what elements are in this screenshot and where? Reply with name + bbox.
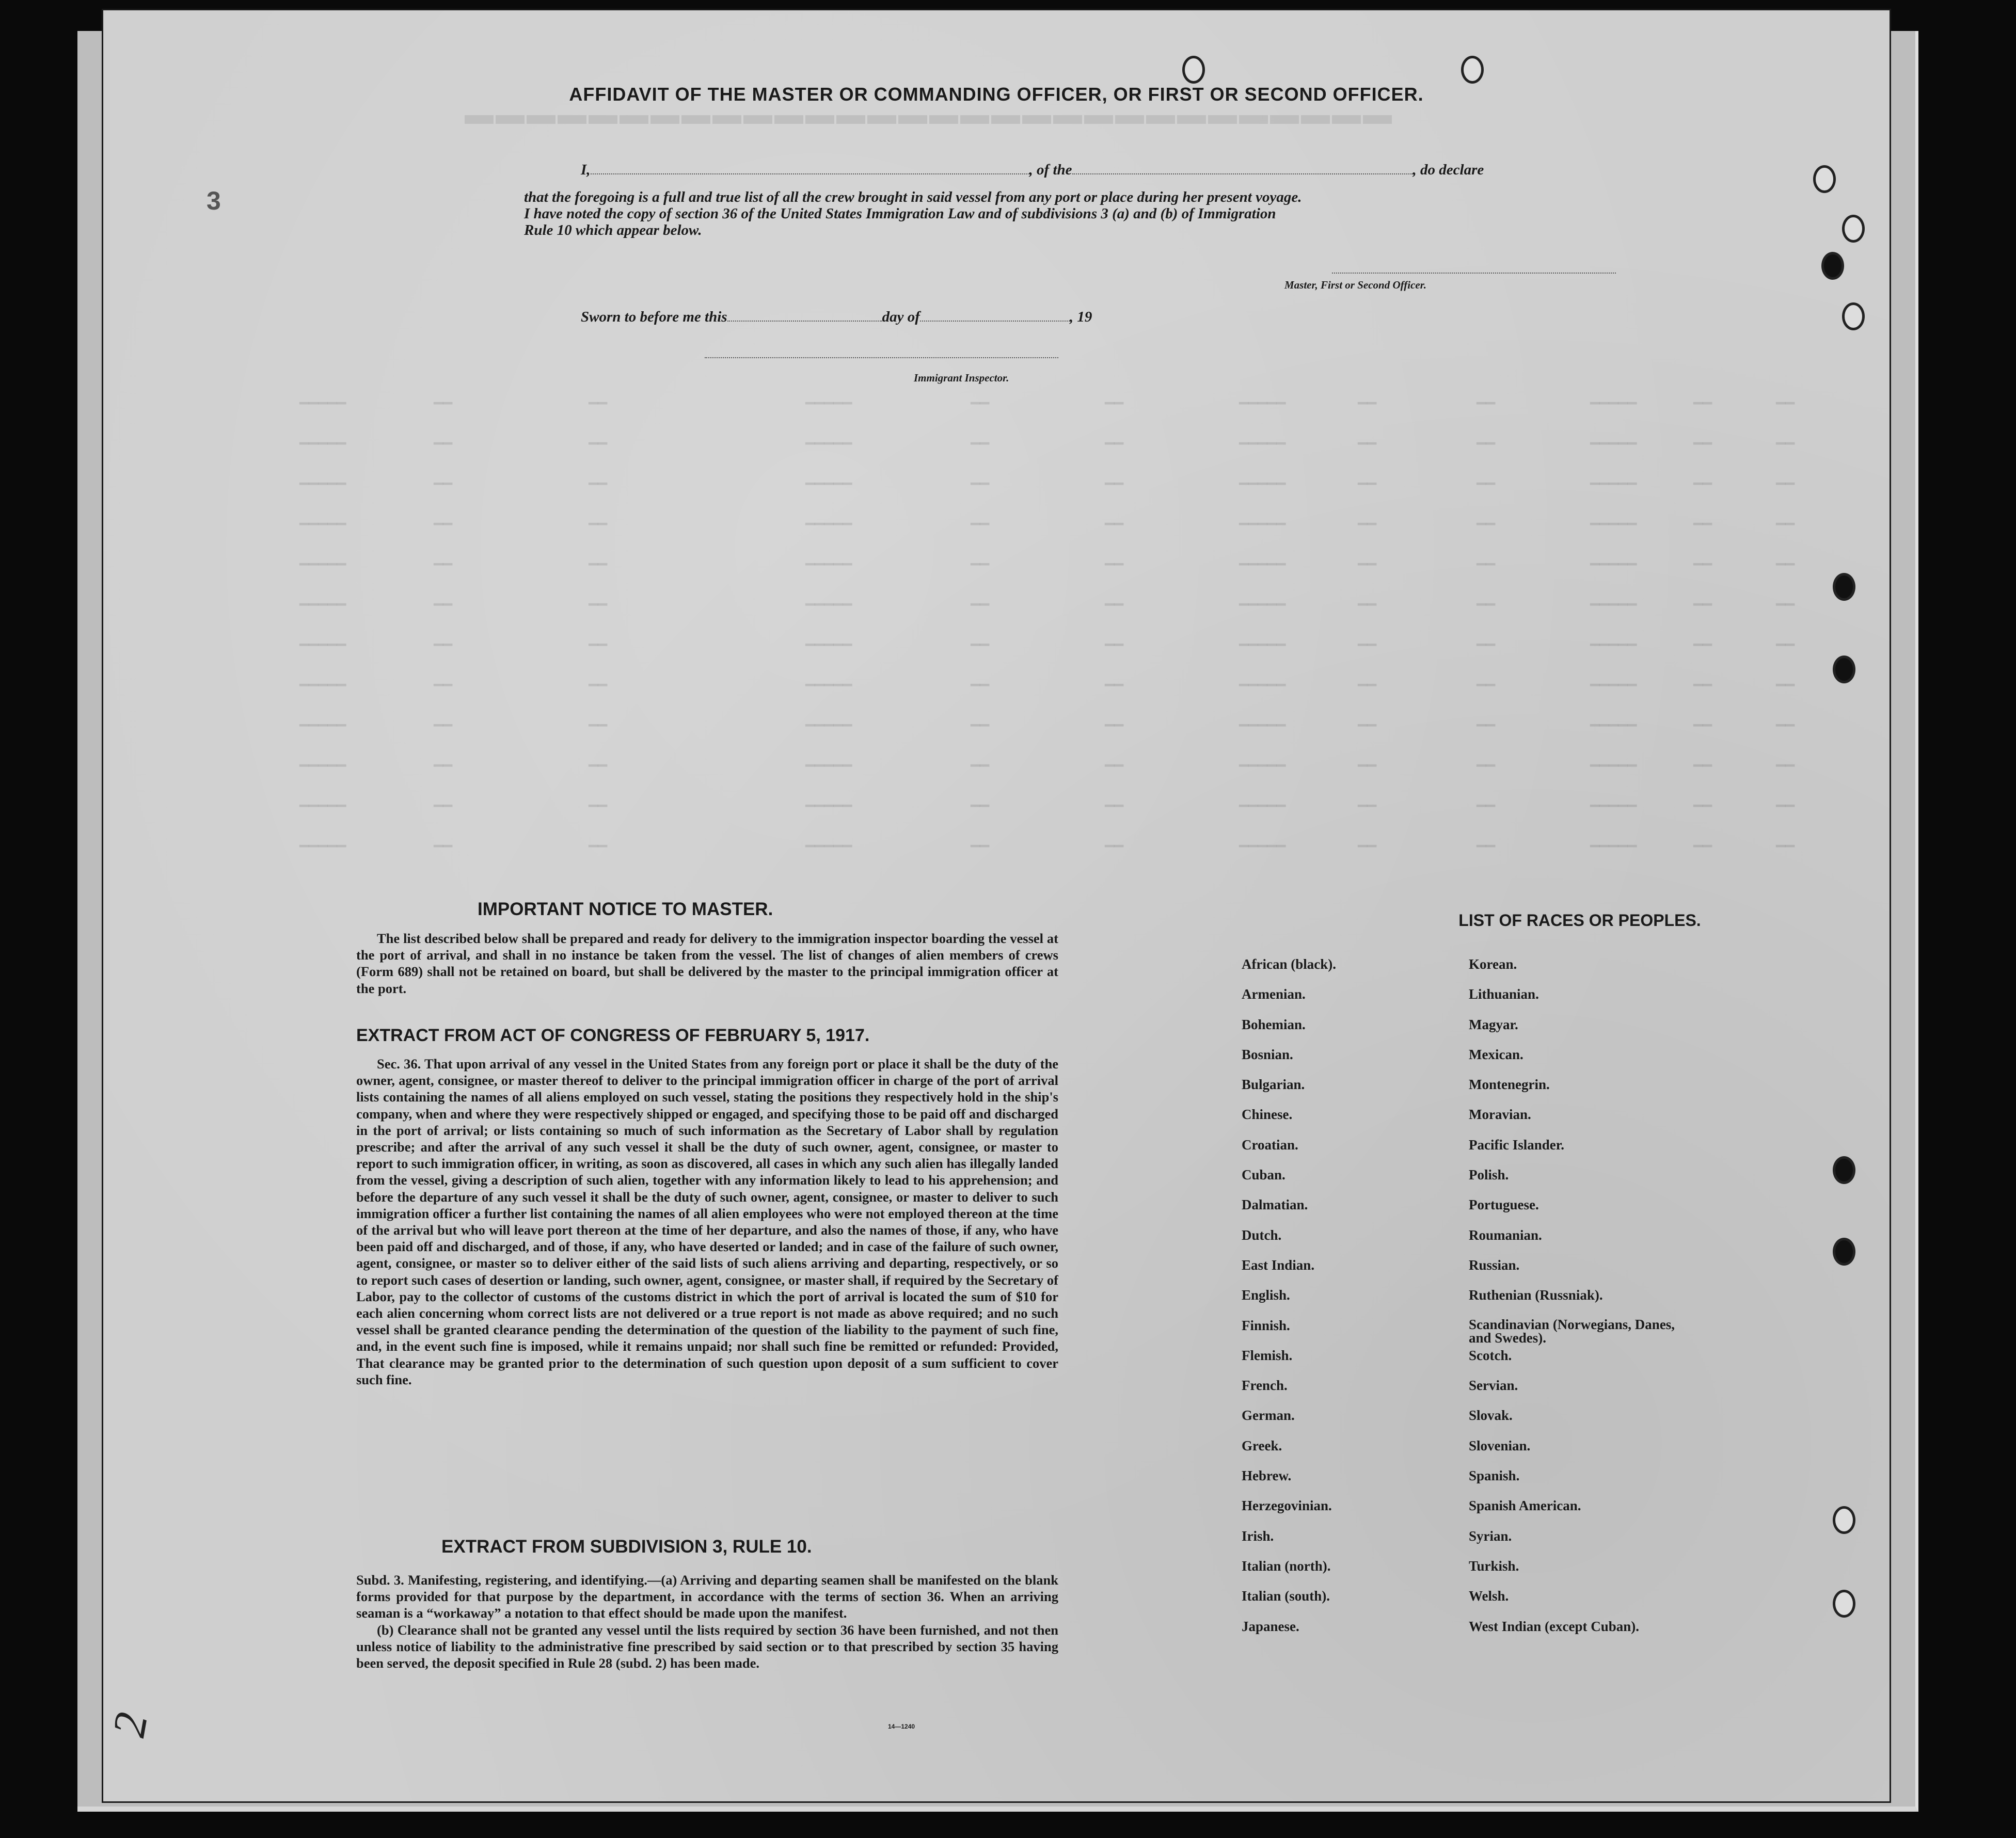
bleed-through-stroke: ▔▔▔▔▔ — [805, 686, 852, 704]
bleed-through-stroke: ▔▔ — [589, 726, 608, 744]
bleed-through-stroke: ▔▔ — [589, 404, 608, 422]
race-item: Turkish. — [1469, 1558, 1519, 1574]
bleed-through-stroke: ▔▔▔▔▔ — [299, 686, 346, 704]
race-item: Syrian. — [1469, 1528, 1512, 1544]
sworn-line — [581, 309, 1092, 326]
bleed-through-stroke: ▔▔ — [1105, 485, 1124, 502]
bleed-through-stroke: ▔▔▔▔▔ — [1239, 404, 1286, 422]
bleed-through-row — [299, 845, 1869, 886]
race-item: Portuguese. — [1469, 1197, 1539, 1213]
race-item: Bosnian. — [1242, 1046, 1293, 1062]
bleed-through-stroke: ▔▔ — [1358, 646, 1377, 663]
affidavit-line-4: Rule 10 which appear below. — [524, 222, 702, 238]
bleed-through-stroke: ▔▔▔▔▔ — [299, 807, 346, 824]
year-text: , 19 — [1069, 309, 1092, 325]
binder-hole — [1813, 165, 1836, 193]
bleed-through-stroke: ▔▔ — [589, 807, 608, 824]
bleed-through-stroke: ▔▔▔▔▔ — [1239, 807, 1286, 824]
bleed-through-stroke: ▔▔ — [1477, 525, 1496, 542]
bleed-through-stroke: ▔▔ — [1105, 565, 1124, 583]
bleed-through-stroke: ▔▔▔▔▔ — [1239, 565, 1286, 583]
bleed-through-stroke: ▔▔ — [971, 404, 990, 422]
month-blank — [920, 321, 1070, 322]
act-body — [356, 1056, 1058, 1388]
manifest-page — [103, 10, 1890, 1801]
race-item: Servian. — [1469, 1378, 1518, 1394]
race-item: Russian. — [1469, 1257, 1520, 1273]
bleed-through-stroke: ▔▔ — [1477, 726, 1496, 744]
bleed-through-stroke: ▔▔ — [971, 525, 990, 542]
bleed-through-stroke: ▔▔▔▔▔ — [805, 605, 852, 623]
inspector-label: Immigrant Inspector. — [914, 372, 1009, 384]
vessel-blank — [1072, 173, 1413, 174]
bleed-through-stroke: ▔▔ — [1477, 565, 1496, 583]
race-item: Mexican. — [1469, 1046, 1523, 1062]
bleed-through-stroke: ▔▔ — [1105, 525, 1124, 542]
bleed-through-stroke: ▔▔ — [1693, 807, 1712, 824]
binder-hole — [1842, 215, 1865, 243]
race-item: Italian (north). — [1242, 1558, 1331, 1574]
race-item: English. — [1242, 1287, 1290, 1303]
bleed-through-row — [299, 403, 1869, 443]
bleed-through-stroke: ▔▔▔▔▔ — [1590, 847, 1637, 865]
bleed-through-stroke: ▔▔ — [1477, 404, 1496, 422]
margin-mark-bottom: 2 — [103, 1708, 158, 1741]
race-item: Polish. — [1469, 1167, 1509, 1183]
race-item: Finnish. — [1242, 1317, 1290, 1333]
binder-hole — [1833, 1156, 1855, 1184]
bleed-through-stroke: ▔▔▔▔▔ — [299, 847, 346, 865]
bleed-through-stroke: ▔▔ — [1477, 686, 1496, 704]
bleed-through-stroke: ▔▔ — [434, 485, 453, 502]
affidavit-title: AFFIDAVIT OF THE MASTER OR COMMANDING OFFICER, OR FIRST OR SECOND OFFICER. — [569, 84, 1424, 105]
bleed-through-stroke: ▔▔ — [1776, 847, 1795, 865]
bleed-through-stroke: ▔▔▔▔▔ — [1590, 766, 1637, 784]
races-column-left — [1242, 956, 1336, 1649]
bleed-through-stroke: ▔▔ — [589, 525, 608, 542]
bleed-through-stroke: ▔▔▔▔▔ — [1590, 404, 1637, 422]
bleed-through-stroke: ▔▔ — [971, 686, 990, 704]
name-blank — [591, 173, 1029, 174]
bleed-through-stroke: ▔▔ — [589, 686, 608, 704]
bleed-through-stroke: ▔▔▔▔▔ — [805, 444, 852, 462]
bleed-through-stroke: ▔▔ — [1358, 686, 1377, 704]
bleed-through-stroke: ▔▔ — [1693, 565, 1712, 583]
bleed-through-stroke: ▔▔ — [1105, 726, 1124, 744]
master-signature-line — [1332, 273, 1616, 274]
bleed-through-row — [299, 725, 1869, 765]
bleed-through-row — [299, 523, 1869, 564]
bleed-through-stroke: ▔▔ — [1776, 686, 1795, 704]
bleed-through-stroke: ▔▔ — [589, 847, 608, 865]
bleed-through-stroke: ▔▔ — [1105, 807, 1124, 824]
bleed-through-stroke: ▔▔▔▔▔ — [1590, 485, 1637, 502]
bleed-through-stroke: ▔▔ — [971, 485, 990, 502]
race-item: Croatian. — [1242, 1137, 1298, 1153]
race-item: Armenian. — [1242, 986, 1306, 1002]
bleed-through-stroke: ▔▔ — [1693, 646, 1712, 663]
race-item: Irish. — [1242, 1528, 1274, 1544]
race-item: German. — [1242, 1408, 1295, 1424]
rule-title: EXTRACT FROM SUBDIVISION 3, RULE 10. — [441, 1537, 812, 1557]
race-item: Herzegovinian. — [1242, 1498, 1332, 1514]
binder-hole — [1821, 252, 1844, 280]
bleed-through-stroke: ▔▔▔▔▔ — [805, 646, 852, 663]
bleed-through-stroke: ▔▔ — [1693, 726, 1712, 744]
bleed-through-stroke: ▔▔ — [1477, 485, 1496, 502]
bleed-through-stroke: ▔▔▔▔▔ — [1239, 485, 1286, 502]
bleed-through-stroke: ▔▔ — [971, 726, 990, 744]
bleed-through-stroke: ▔▔ — [434, 525, 453, 542]
bleed-through-stroke: ▔▔▔▔▔ — [805, 766, 852, 784]
bleed-through-stroke: ▔▔ — [589, 485, 608, 502]
bleed-through-rows — [299, 403, 1869, 886]
bleed-through-stroke: ▔▔▔▔▔ — [1590, 525, 1637, 542]
bleed-through-stroke: ▔▔▔▔▔ — [299, 485, 346, 502]
race-item: Ruthenian (Russniak). — [1469, 1287, 1603, 1303]
affidavit-line-2: that the foregoing is a full and true list of all the crew brought in said vessel from any port or place during her present voyage. — [524, 189, 1302, 205]
notice-body — [356, 930, 1058, 997]
race-item: Pacific Islander. — [1469, 1137, 1564, 1153]
affidavit-line-3: I have noted the copy of section 36 of the United States Immigration Law and of subdivisions 3 (a) and (b) of Immigration — [524, 205, 1276, 222]
binder-hole — [1833, 573, 1855, 601]
bleed-through-stroke: ▔▔▔▔▔ — [1590, 646, 1637, 663]
bleed-through-stroke: ▔▔ — [434, 646, 453, 663]
bleed-through-stroke: ▔▔▔▔▔ — [1590, 686, 1637, 704]
bleed-through-row — [299, 644, 1869, 684]
sworn-text: Sworn to before me this — [581, 309, 727, 325]
bleed-through-stroke: ▔▔ — [434, 847, 453, 865]
bleed-through-stroke: ▔▔ — [971, 565, 990, 583]
bleed-through-stroke: ▔▔▔▔▔ — [299, 565, 346, 583]
bleed-through-stroke: ▔▔ — [589, 605, 608, 623]
bleed-through-stroke: ▔▔ — [589, 444, 608, 462]
binder-hole — [1461, 56, 1484, 84]
margin-mark-top: 3 — [207, 186, 221, 215]
bleed-through-stroke: ▔▔ — [1358, 807, 1377, 824]
races-title: LIST OF RACES OR PEOPLES. — [1458, 911, 1701, 930]
bleed-through-stroke: ▔▔ — [1358, 565, 1377, 583]
bleed-through-stroke: ▔▔▔▔▔ — [299, 646, 346, 663]
binder-hole — [1182, 56, 1205, 84]
bleed-through-stroke: ▔▔ — [971, 605, 990, 623]
bleed-through-stroke: ▔▔ — [1693, 605, 1712, 623]
rule-body — [356, 1572, 1058, 1671]
race-item: Scandinavian (Norwegians, Danes, and Swedes). — [1469, 1316, 1675, 1346]
bleed-through-stroke: ▔▔ — [434, 686, 453, 704]
bleed-through-stroke: ▔▔ — [971, 646, 990, 663]
bleed-through-stroke: ▔▔ — [1776, 565, 1795, 583]
bleed-through-stroke: ▔▔▔▔▔ — [1590, 726, 1637, 744]
day-blank — [727, 321, 882, 322]
bleed-through-stroke: ▔▔▔▔▔ — [1239, 847, 1286, 865]
affidavit-do-declare: , do declare — [1412, 162, 1484, 178]
bleed-through-stroke: ▔▔▔▔▔ — [1590, 565, 1637, 583]
inspector-signature-line — [705, 357, 1058, 358]
bleed-through-stroke: ▔▔▔▔▔ — [805, 485, 852, 502]
bleed-through-stroke: ▔▔ — [1105, 847, 1124, 865]
bleed-through-stroke: ▔▔ — [1776, 766, 1795, 784]
bleed-through-stroke: ▔▔▔▔▔ — [299, 726, 346, 744]
race-item: Chinese. — [1242, 1107, 1293, 1123]
bleed-through-stroke: ▔▔ — [971, 847, 990, 865]
bleed-through-stroke: ▔▔▔▔▔ — [299, 444, 346, 462]
race-item: Spanish. — [1469, 1468, 1520, 1484]
bleed-through-stroke: ▔▔ — [971, 444, 990, 462]
rule-paragraph-a: Subd. 3. Manifesting, registering, and identifying.—(a) Arriving and departing seamen shall be manifested on the blank forms provided for that purpose by the department, in accordance with the terms of section 36. When an arriving seaman is a “workaway” a notation to that effect should be made upon the manifest. — [356, 1572, 1058, 1621]
bleed-through-stroke: ▔▔ — [1693, 485, 1712, 502]
race-item: Korean. — [1469, 956, 1517, 972]
race-item: Montenegrin. — [1469, 1077, 1550, 1093]
race-item: Moravian. — [1469, 1107, 1531, 1123]
bleed-through-stroke: ▔▔ — [1358, 847, 1377, 865]
bleed-through-stroke: ▔▔ — [589, 646, 608, 663]
race-item: Magyar. — [1469, 1016, 1518, 1032]
bleed-through-stroke: ▔▔ — [434, 807, 453, 824]
notice-title: IMPORTANT NOTICE TO MASTER. — [478, 899, 773, 919]
bleed-through-stroke: ▔▔ — [434, 605, 453, 623]
bleed-through-stroke: ▔▔ — [1105, 605, 1124, 623]
bleed-through-row — [299, 564, 1869, 604]
bleed-through-stroke: ▔▔▔▔▔ — [1590, 444, 1637, 462]
race-item: Spanish American. — [1469, 1498, 1581, 1514]
binder-hole — [1842, 302, 1865, 330]
race-item: East Indian. — [1242, 1257, 1315, 1273]
bleed-through-stroke: ▔▔▔▔▔ — [1590, 807, 1637, 824]
day-of-text: day of — [882, 309, 920, 325]
bleed-through-stroke: ▔▔ — [1105, 686, 1124, 704]
bleed-through-stroke: ▔▔ — [1105, 766, 1124, 784]
bleed-through-stroke: ▔▔ — [1693, 686, 1712, 704]
bleed-through-stroke: ▔▔ — [971, 766, 990, 784]
bleed-through-stroke: ▔▔ — [1693, 766, 1712, 784]
race-item: French. — [1242, 1378, 1288, 1394]
bleed-through-stroke: ▔▔ — [434, 404, 453, 422]
bleed-through-stroke: ▔▔ — [1776, 525, 1795, 542]
races-column-right — [1469, 956, 1696, 1649]
race-item: Slovenian. — [1469, 1437, 1531, 1453]
bleed-through-stroke: ▔▔ — [1776, 404, 1795, 422]
bleed-through-stroke: ▔▔ — [1477, 605, 1496, 623]
bleed-through-header: ▬▬▬▬▬▬▬▬▬▬▬▬▬▬▬▬▬▬▬▬▬▬▬▬▬▬▬▬▬▬ — [465, 99, 1394, 131]
race-item: Italian (south). — [1242, 1588, 1330, 1604]
bleed-through-stroke: ▔▔▔▔▔ — [1239, 605, 1286, 623]
bleed-through-stroke: ▔▔▔▔▔ — [805, 807, 852, 824]
bleed-through-stroke: ▔▔▔▔▔ — [1239, 525, 1286, 542]
bleed-through-stroke: ▔▔ — [1358, 726, 1377, 744]
bleed-through-stroke: ▔▔▔▔▔ — [299, 525, 346, 542]
bleed-through-stroke: ▔▔ — [1105, 444, 1124, 462]
bleed-through-stroke: ▔▔ — [1776, 485, 1795, 502]
bleed-through-stroke: ▔▔▔▔▔ — [805, 726, 852, 744]
race-item: Hebrew. — [1242, 1468, 1292, 1484]
binder-hole — [1833, 1506, 1855, 1534]
bleed-through-stroke: ▔▔ — [1776, 444, 1795, 462]
bleed-through-stroke: ▔▔ — [1358, 605, 1377, 623]
bleed-through-stroke: ▔▔ — [1776, 807, 1795, 824]
race-item: Scotch. — [1469, 1347, 1512, 1363]
bleed-through-stroke: ▔▔ — [434, 766, 453, 784]
bleed-through-stroke: ▔▔ — [971, 807, 990, 824]
race-item: Dutch. — [1242, 1227, 1282, 1243]
bleed-through-stroke: ▔▔ — [434, 565, 453, 583]
bleed-through-stroke: ▔▔ — [1693, 525, 1712, 542]
race-item: Welsh. — [1469, 1588, 1509, 1604]
binder-hole — [1833, 1238, 1855, 1266]
notice-paragraph: The list described below shall be prepared and ready for delivery to the immigration inspector boarding the vessel at the port of arrival, and shall in no instance be taken from the vessel. The list of changes of alien members of crews (Form 689) shall not be retained on board, but shall be delivered by the master to the principal immigration officer at the port. — [356, 931, 1058, 996]
bleed-through-stroke: ▔▔ — [1477, 847, 1496, 865]
binder-hole — [1833, 656, 1855, 683]
race-item: Greek. — [1242, 1437, 1282, 1453]
bleed-through-stroke: ▔▔▔▔▔ — [1239, 444, 1286, 462]
bleed-through-stroke: ▔▔ — [1105, 646, 1124, 663]
race-item: Flemish. — [1242, 1347, 1293, 1363]
bleed-through-stroke: ▔▔▔▔▔ — [1239, 686, 1286, 704]
bleed-through-stroke: ▔▔ — [1358, 485, 1377, 502]
bleed-through-stroke: ▔▔ — [1693, 847, 1712, 865]
bleed-through-stroke: ▔▔ — [589, 766, 608, 784]
bleed-through-stroke: ▔▔ — [1477, 646, 1496, 663]
race-item: Japanese. — [1242, 1618, 1299, 1634]
bleed-through-stroke: ▔▔ — [1693, 404, 1712, 422]
bleed-through-row — [299, 443, 1869, 483]
bleed-through-stroke: ▔▔▔▔▔ — [1239, 646, 1286, 663]
race-item: Cuban. — [1242, 1167, 1285, 1183]
bleed-through-stroke: ▔▔ — [1776, 605, 1795, 623]
race-item: Lithuanian. — [1469, 986, 1539, 1002]
bleed-through-stroke: ▔▔▔▔▔ — [805, 565, 852, 583]
bleed-through-stroke: ▔▔▔▔▔ — [805, 404, 852, 422]
bleed-through-stroke: ▔▔ — [1358, 766, 1377, 784]
act-title: EXTRACT FROM ACT OF CONGRESS OF FEBRUARY 5, 1917. — [356, 1026, 870, 1045]
bleed-through-stroke: ▔▔▔▔▔ — [299, 766, 346, 784]
bleed-through-stroke: ▔▔ — [1477, 766, 1496, 784]
form-number: 14—1240 — [888, 1723, 915, 1730]
rule-paragraph-b: (b) Clearance shall not be granted any vessel until the lists required by section 36 have been furnished, and not then unless notice of liability to the administrative fine prescribed by said section or to that prescribed by section 35 having been served, the deposit specified in Rule 28 (subd. 2) has been made. — [356, 1622, 1058, 1671]
bleed-through-row — [299, 483, 1869, 523]
bleed-through-stroke: ▔▔ — [589, 565, 608, 583]
bleed-through-stroke: ▔▔ — [1693, 444, 1712, 462]
race-item: West Indian (except Cuban). — [1469, 1618, 1640, 1634]
binder-hole — [1833, 1590, 1855, 1618]
bleed-through-row — [299, 684, 1869, 725]
bleed-through-stroke: ▔▔ — [1477, 807, 1496, 824]
race-item: Slovak. — [1469, 1408, 1513, 1424]
race-item: Dalmatian. — [1242, 1197, 1308, 1213]
bleed-through-stroke: ▔▔ — [1358, 525, 1377, 542]
bleed-through-stroke: ▔▔ — [1776, 646, 1795, 663]
bleed-through-row — [299, 604, 1869, 644]
affidavit-of-the: , of the — [1029, 162, 1072, 178]
act-paragraph: Sec. 36. That upon arrival of any vessel in the United States from any foreign port or place it shall be the duty of the owner, agent, consignee, or master thereof to deliver to the principal immigration officer in charge of the port of arrival lists containing the names of all aliens employed on such vessel, stating the positions they respectively hold in the ship's company, when and where they were respectively shipped or engaged, and specifying those to be paid off and discharged in the port of arrival; or lists containing so much of such information as the Secretary of Labor shall by regulation prescribe; and after the arrival of any such vessel it shall be the duty of such owner, agent, consignee, or master to report to such immigration officer, in writing, as soon as discovered, all cases in which any such alien has illegally landed from the vessel, giving a description of such alien, together with any information likely to lead to his apprehension; and before the departure of any such vessel it shall be the duty of such owner, agent, consignee, or master to deliver to such immigration officer a further list containing the names of all alien employees who were not employed thereon at the time of the arrival but who will leave port thereon at the time of her departure, and also the names of those, if any, who have been paid off and discharged, and of those, if any, who have deserted or landed; and in case of the failure of such owner, agent, consignee, or master so to deliver either of the said lists of such aliens arriving and departing, respectively, or so to report such cases of desertion or landing, such owner, agent, consignee, or master shall, if required by the Secretary of Labor, pay to the collector of customs of the customs district in which the port of arrival is located the sum of $10 for each alien concerning whom correct lists are not delivered or a true report is not made as above required; and no such vessel shall be granted clearance pending the determination of the question of the liability to the payment of such fine, and, in the event such fine is imposed, while it remains unpaid; nor shall such fine be remitted or refunded: Provided, That clearance may be granted prior to the determination of such question upon deposit of a sum sufficient to cover such fine. — [356, 1056, 1058, 1387]
bleed-through-stroke: ▔▔ — [1105, 404, 1124, 422]
bleed-through-stroke: ▔▔ — [1477, 444, 1496, 462]
bleed-through-stroke: ▔▔▔▔▔ — [1590, 605, 1637, 623]
bleed-through-stroke: ▔▔▔▔▔ — [805, 525, 852, 542]
race-item: African (black). — [1242, 956, 1336, 972]
race-item: Bohemian. — [1242, 1016, 1306, 1032]
bleed-through-stroke: ▔▔ — [1358, 444, 1377, 462]
affidavit-i: I, — [581, 162, 591, 178]
race-item: Roumanian. — [1469, 1227, 1542, 1243]
bleed-through-row — [299, 805, 1869, 845]
bleed-through-stroke: ▔▔▔▔▔ — [1239, 726, 1286, 744]
bleed-through-stroke: ▔▔ — [434, 444, 453, 462]
bleed-through-stroke: ▔▔▔▔▔ — [299, 605, 346, 623]
bleed-through-row — [299, 765, 1869, 805]
bleed-through-stroke: ▔▔ — [1776, 726, 1795, 744]
master-label: Master, First or Second Officer. — [1284, 279, 1426, 291]
bleed-through-stroke: ▔▔▔▔▔ — [1239, 766, 1286, 784]
affidavit-line-1 — [581, 162, 1484, 179]
bleed-through-stroke: ▔▔ — [434, 726, 453, 744]
bleed-through-stroke: ▔▔▔▔▔ — [805, 847, 852, 865]
bleed-through-stroke: ▔▔▔▔▔ — [299, 404, 346, 422]
bleed-through-stroke: ▔▔ — [1358, 404, 1377, 422]
race-item: Bulgarian. — [1242, 1077, 1305, 1093]
